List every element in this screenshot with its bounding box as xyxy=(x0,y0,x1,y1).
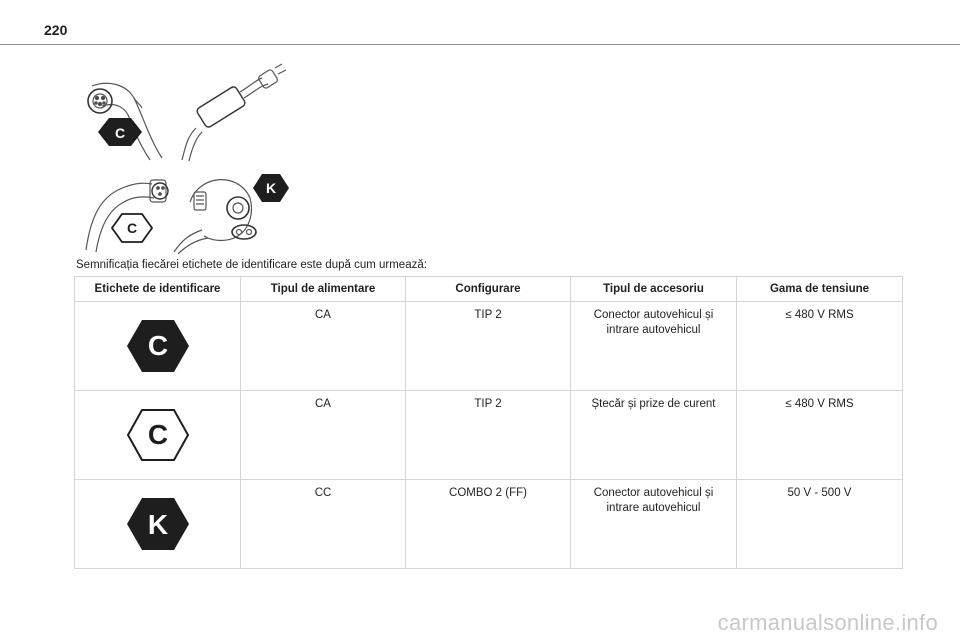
svg-text:C: C xyxy=(147,330,168,361)
label-k-filled-icon xyxy=(125,496,191,552)
table-row xyxy=(75,480,903,569)
voltage-cell: ≤ 480 V RMS xyxy=(737,391,903,480)
header-accessory-type: Tipul de accesoriu xyxy=(571,277,737,302)
configuration-cell: TIP 2 xyxy=(406,302,571,391)
table-header-row xyxy=(75,277,903,302)
header-power-type: Tipul de alimentare xyxy=(241,277,406,302)
accessory-cell: Ștecăr și prize de curent xyxy=(571,391,737,480)
label-c-filled-icon xyxy=(125,318,191,374)
accessory-cell: Conector autovehicul și intrare autovehicul xyxy=(571,302,737,391)
table-row xyxy=(75,391,903,480)
label-cell xyxy=(75,302,241,391)
watermark: carmanualsonline.info xyxy=(717,610,938,635)
power-type-cell: CA xyxy=(241,302,406,391)
svg-text:K: K xyxy=(147,509,168,540)
header-voltage-range: Gama de tensiune xyxy=(737,277,903,302)
header-configuration: Configurare xyxy=(406,277,571,302)
label-c-outline-icon xyxy=(112,214,152,242)
configuration-cell: COMBO 2 (FF) xyxy=(406,480,571,569)
configuration-cell: TIP 2 xyxy=(406,391,571,480)
label-c-filled-icon xyxy=(98,118,142,146)
header-labels: Etichete de identificare xyxy=(75,277,241,302)
identification-labels-table xyxy=(74,276,903,569)
power-type-cell: CC xyxy=(241,480,406,569)
label-c-outline-icon xyxy=(125,407,191,463)
page-number: 220 xyxy=(44,22,68,38)
svg-text:C: C xyxy=(126,220,138,236)
svg-text:C: C xyxy=(114,125,126,141)
table-row xyxy=(75,302,903,391)
intro-text: Semnificația fiecărei etichete de identificare este după cum urmează: xyxy=(76,259,427,271)
label-cell xyxy=(75,391,241,480)
voltage-cell: ≤ 480 V RMS xyxy=(737,302,903,391)
svg-text:C: C xyxy=(147,419,168,450)
label-k-filled-icon xyxy=(253,174,289,202)
charging-connectors-illustration xyxy=(78,62,310,256)
voltage-cell: 50 V - 500 V xyxy=(737,480,903,569)
accessory-cell: Conector autovehicul și intrare autovehicul xyxy=(571,480,737,569)
label-cell xyxy=(75,480,241,569)
header-rule xyxy=(0,44,960,45)
power-type-cell: CA xyxy=(241,391,406,480)
svg-text:K: K xyxy=(265,180,277,196)
